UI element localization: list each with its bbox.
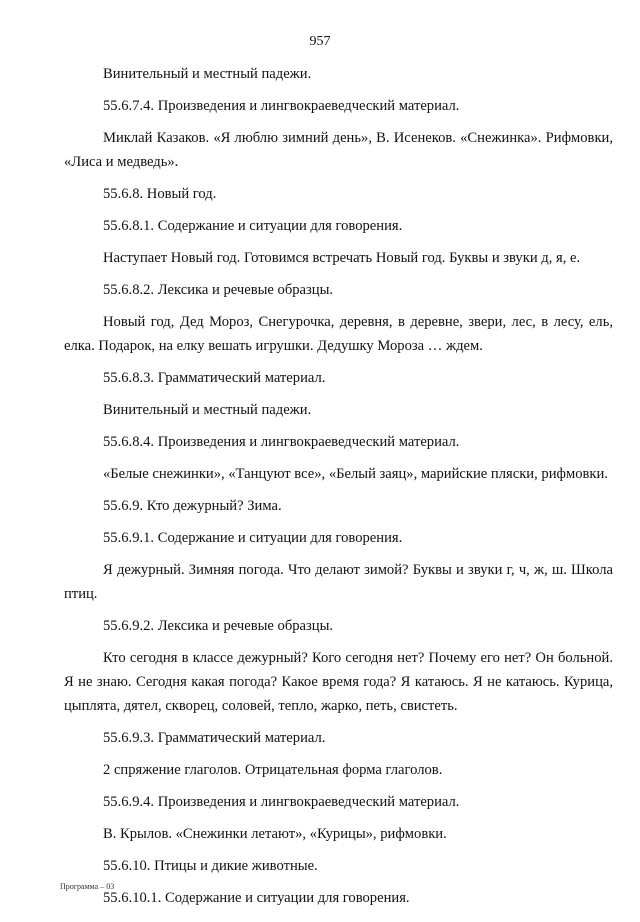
section-heading: 55.6.8.2. Лексика и речевые образцы. [103,282,334,298]
page-number: 957 [309,34,331,49]
paragraph: 2 спряжение глаголов. Отрицательная форма глаголов. [103,762,443,778]
footer-label: Программа – 03 [60,882,115,891]
section-heading: 55.6.9.1. Содержание и ситуации для говорения. [103,530,403,546]
paragraph: «Белые снежинки», «Танцуют все», «Белый заяц», марийские пляски, рифмовки. [103,466,608,482]
document-body [64,62,613,918]
paragraph: Наступает Новый год. Готовимся встречать Новый год. Буквы и звуки д, я, е. [103,250,581,266]
paragraph: Новый год, Дед Мороз, Снегурочка, деревня, в деревне, звери, лес, в лесу, ель, елка. Подарок, на елку вешать игрушки. Дедушку Мороза … ждем. [64,314,613,354]
section-heading: 55.6.8.1. Содержание и ситуации для говорения. [103,218,403,234]
paragraph: В. Крылов. «Снежинки летают», «Курицы», рифмовки. [103,826,447,842]
section-heading: 55.6.9.2. Лексика и речевые образцы. [103,618,334,634]
section-heading: 55.6.10. Птицы и дикие животные. [103,858,318,874]
paragraph: Я дежурный. Зимняя погода. Что делают зимой? Буквы и звуки г, ч, ж, ш. Школа птиц. [64,562,613,602]
paragraph: Миклай Казаков. «Я люблю зимний день», В. Исенеков. «Снежинка». Рифмовки, «Лиса и медведь». [64,130,613,170]
section-heading: 55.6.9.4. Произведения и лингвокраеведческий материал. [103,794,460,810]
paragraph: Кто сегодня в классе дежурный? Кого сегодня нет? Почему его нет? Он больной. Я не знаю. Сегодня какая погода? Какое время года? Я катаюсь. Я не катаюсь. Курица, цыплята, дятел, скворец, соловей, тепло, жарко, петь, свистеть. [64,650,613,714]
section-heading: 55.6.10.1. Содержание и ситуации для говорения. [103,890,410,906]
section-heading: 55.6.9.3. Грамматический материал. [103,730,326,746]
section-heading: 55.6.7.4. Произведения и лингвокраеведческий материал. [103,98,460,114]
paragraph: Винительный и местный падежи. [103,402,312,418]
paragraph: Винительный и местный падежи. [103,66,312,82]
section-heading: 55.6.8.3. Грамматический материал. [103,370,326,386]
section-heading: 55.6.8.4. Произведения и лингвокраеведческий материал. [103,434,460,450]
section-heading: 55.6.8. Новый год. [103,186,217,202]
section-heading: 55.6.9. Кто дежурный? Зима. [103,498,282,514]
